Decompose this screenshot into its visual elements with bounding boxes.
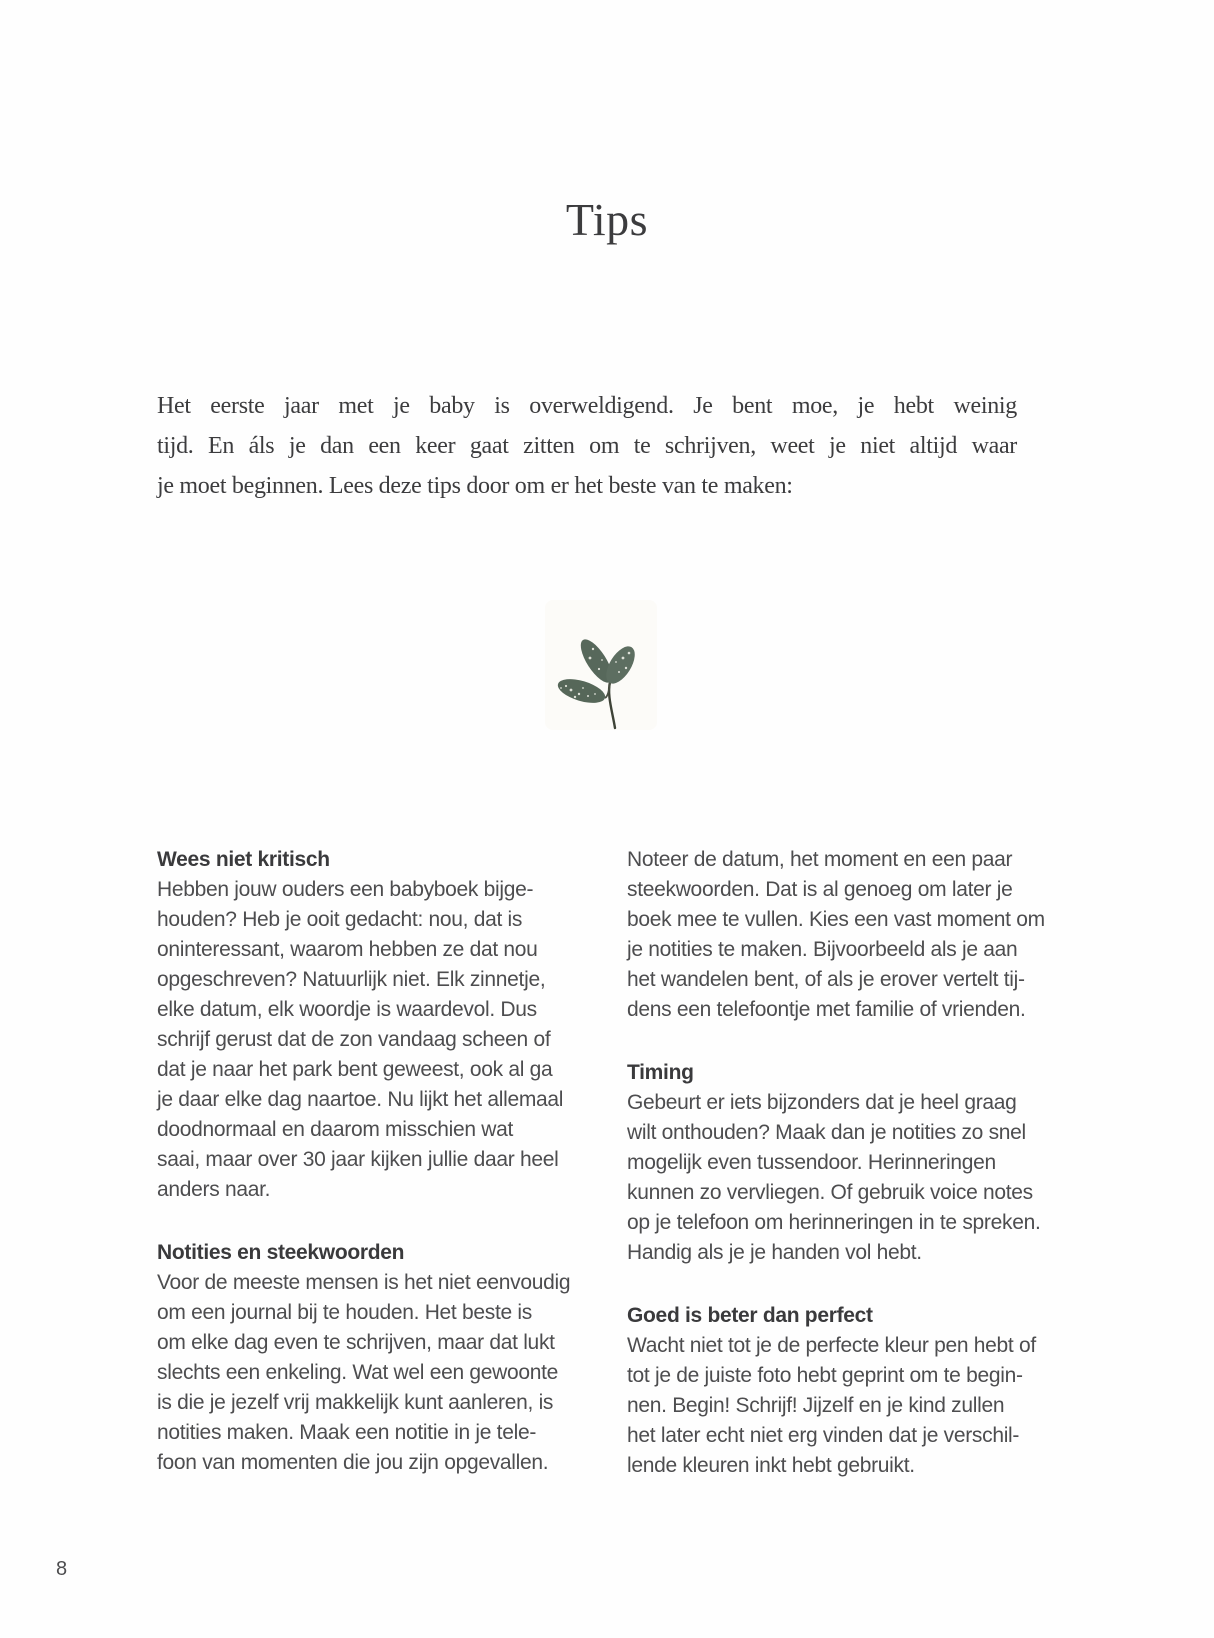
text-line: om een journal bij te houden. Het beste is bbox=[157, 1301, 532, 1324]
text-line: opgeschreven? Natuurlijk niet. Elk zinnetje, bbox=[157, 968, 546, 991]
text-line: je daar elke dag naartoe. Nu lijkt het allemaal bbox=[157, 1088, 564, 1111]
text-line: Noteer de datum, het moment en een paar bbox=[627, 848, 1013, 871]
paragraph bbox=[157, 845, 627, 1205]
paragraph bbox=[627, 1058, 1097, 1268]
text-line: het wandelen bent, of als je erover vertelt tij- bbox=[627, 968, 1025, 991]
text-line: het later echt niet erg vinden dat je verschil- bbox=[627, 1424, 1020, 1447]
leaf-illustration bbox=[533, 598, 667, 730]
text-line: wilt onthouden? Maak dan je notities zo snel bbox=[627, 1121, 1026, 1144]
text-line: steekwoorden. Dat is al genoeg om later je bbox=[627, 878, 1013, 901]
text-line: saai, maar over 30 jaar kijken jullie daar heel bbox=[157, 1148, 559, 1171]
paragraph-heading: Wees niet kritisch bbox=[157, 848, 330, 871]
text-line: tot je de juiste foto hebt geprint om te begin- bbox=[627, 1364, 1023, 1387]
text-line: Voor de meeste mensen is het niet eenvoudig bbox=[157, 1271, 571, 1294]
text-line: nen. Begin! Schrijf! Jijzelf en je kind zullen bbox=[627, 1394, 1005, 1417]
page-title: Tips bbox=[565, 194, 649, 245]
page-number: 8 bbox=[56, 1558, 68, 1580]
paragraph-heading: Notities en steekwoorden bbox=[157, 1241, 405, 1264]
paragraph bbox=[157, 1238, 627, 1478]
text-line: oninteressant, waarom hebben ze dat nou bbox=[157, 938, 538, 961]
text-line: schrijf gerust dat de zon vandaag scheen of bbox=[157, 1028, 551, 1051]
intro-line: je moet beginnen. Lees deze tips door om er het beste van te maken: bbox=[157, 473, 793, 499]
text-line: Wacht niet tot je de perfecte kleur pen hebt of bbox=[627, 1334, 1036, 1357]
text-line: boek mee te vullen. Kies een vast moment om bbox=[627, 908, 1045, 931]
paragraph-heading: Goed is beter dan perfect bbox=[627, 1304, 873, 1327]
text-line: Hebben jouw ouders een babyboek bijge- bbox=[157, 878, 534, 901]
text-line: anders naar. bbox=[157, 1178, 271, 1201]
intro-line: Het eerste jaar met je baby is overweldigend. Je bent moe, je hebt weinig bbox=[157, 393, 1017, 419]
text-line: om elke dag even te schrijven, maar dat lukt bbox=[157, 1331, 555, 1354]
paragraph-heading: Timing bbox=[627, 1061, 694, 1084]
text-line: doodnormaal en daarom misschien wat bbox=[157, 1118, 514, 1141]
column-left bbox=[157, 845, 627, 1511]
text-line: foon van momenten die jou zijn opgevallen. bbox=[157, 1451, 549, 1474]
text-line: op je telefoon om herinneringen in te spreken. bbox=[627, 1211, 1041, 1234]
text-line: Gebeurt er iets bijzonders dat je heel graag bbox=[627, 1091, 1017, 1114]
intro-line: tijd. En áls je dan een keer gaat zitten om te schrijven, weet je niet altijd waar bbox=[157, 433, 1017, 459]
text-line: slechts een enkeling. Wat wel een gewoonte bbox=[157, 1361, 559, 1384]
paragraph bbox=[627, 845, 1097, 1025]
text-line: is die je jezelf vrij makkelijk kunt aanleren, is bbox=[157, 1391, 554, 1414]
text-line: lende kleuren inkt hebt gebruikt. bbox=[627, 1454, 915, 1477]
text-line: dens een telefoontje met familie of vrienden. bbox=[627, 998, 1026, 1021]
text-line: Handig als je je handen vol hebt. bbox=[627, 1241, 922, 1264]
text-line: elke datum, elk woordje is waardevol. Dus bbox=[157, 998, 537, 1021]
text-line: notities maken. Maak een notitie in je tele- bbox=[157, 1421, 537, 1444]
text-line: kunnen zo vervliegen. Of gebruik voice notes bbox=[627, 1181, 1033, 1204]
paragraph bbox=[627, 1301, 1097, 1481]
leaf-sprig-icon bbox=[533, 598, 667, 730]
text-line: houden? Heb je ooit gedacht: nou, dat is bbox=[157, 908, 523, 931]
column-right bbox=[627, 845, 1097, 1514]
text-line: mogelijk even tussendoor. Herinneringen bbox=[627, 1151, 996, 1174]
intro-paragraph bbox=[157, 386, 1017, 506]
text-line: dat je naar het park bent geweest, ook al ga bbox=[157, 1058, 553, 1081]
text-line: je notities te maken. Bijvoorbeeld als je aan bbox=[627, 938, 1018, 961]
